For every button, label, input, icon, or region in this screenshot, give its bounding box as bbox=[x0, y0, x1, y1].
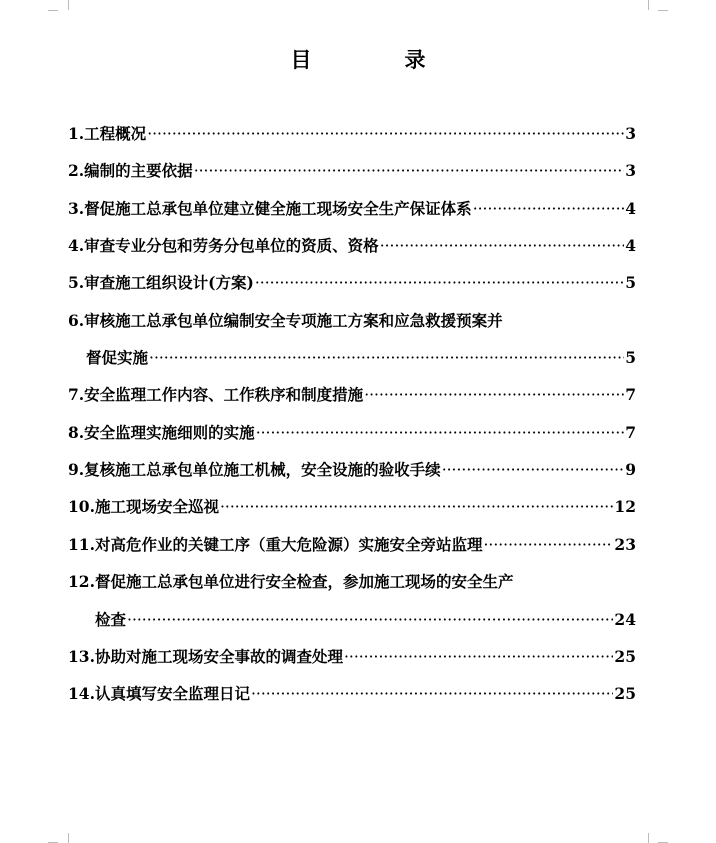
dot-leader bbox=[483, 533, 613, 557]
crop-mark-bottom-left bbox=[58, 833, 69, 843]
toc-entry[interactable] bbox=[68, 458, 636, 482]
toc-entry[interactable] bbox=[68, 159, 636, 183]
toc-entry-page: 7 bbox=[625, 423, 636, 442]
toc-entry[interactable] bbox=[68, 383, 636, 407]
toc-entry-label: 8.安全监理实施细则的实施 bbox=[68, 423, 255, 442]
toc-entry-label: 6.审核施工总承包单位编制安全专项施工方案和应急救援预案并 bbox=[68, 311, 503, 330]
toc-entry[interactable] bbox=[68, 533, 636, 557]
toc-entry[interactable] bbox=[68, 122, 636, 146]
toc-entry-page: 3 bbox=[625, 161, 636, 180]
toc-entry[interactable] bbox=[68, 495, 636, 519]
toc-entry-label-cont: 督促实施 bbox=[86, 348, 149, 367]
toc-entry-page: 7 bbox=[625, 385, 636, 404]
toc-entry-label: 11.对高危作业的关键工序（重大危险源）实施安全旁站监理 bbox=[68, 535, 483, 554]
crop-mark-bottom-right-h bbox=[658, 832, 668, 843]
dot-leader bbox=[147, 122, 624, 146]
crop-mark-bottom-left-h bbox=[48, 832, 58, 843]
toc-entry-label: 2.编制的主要依据 bbox=[68, 161, 193, 180]
toc-entry-label-cont: 检查 bbox=[95, 610, 127, 629]
toc-entry-page: 5 bbox=[625, 348, 636, 367]
dot-leader bbox=[256, 421, 625, 445]
dot-leader bbox=[251, 682, 613, 706]
toc-entry-label: 12.督促施工总承包单位进行安全检查，参加施工现场的安全生产 bbox=[68, 572, 514, 591]
crop-mark-top-left-h bbox=[48, 10, 58, 21]
toc-entry-page: 12 bbox=[614, 497, 636, 516]
toc-entry-label: 7.安全监理工作内容、工作秩序和制度措施 bbox=[68, 385, 364, 404]
toc-entry-label: 14.认真填写安全监理日记 bbox=[68, 684, 250, 703]
toc-entry[interactable] bbox=[68, 645, 636, 669]
toc-entry-page: 25 bbox=[614, 647, 636, 666]
dot-leader bbox=[344, 645, 613, 669]
toc-entry-page: 25 bbox=[614, 684, 636, 703]
toc-entry-label: 1.工程概况 bbox=[68, 124, 147, 143]
dot-leader bbox=[149, 346, 624, 370]
dot-leader bbox=[364, 383, 624, 407]
toc-entry[interactable] bbox=[68, 271, 636, 295]
toc-entry[interactable] bbox=[68, 682, 636, 706]
crop-mark-top-right bbox=[648, 0, 659, 10]
toc-entry-label: 9.复核施工总承包单位施工机械，安全设施的验收手续 bbox=[68, 460, 441, 479]
dot-leader bbox=[127, 608, 613, 632]
dot-leader bbox=[380, 234, 625, 258]
toc-entry-label: 3.督促施工总承包单位建立健全施工现场安全生产保证体系 bbox=[68, 199, 472, 218]
toc-entry-page: 4 bbox=[625, 236, 636, 255]
toc-entry-label: 13.协助对施工现场安全事故的调查处理 bbox=[68, 647, 343, 666]
toc-entry[interactable] bbox=[68, 234, 636, 258]
toc-entry-page: 24 bbox=[614, 610, 636, 629]
toc-entry[interactable] bbox=[68, 421, 636, 445]
toc-entry-page: 9 bbox=[625, 460, 636, 479]
dot-leader bbox=[473, 197, 625, 221]
toc-entry-continuation[interactable] bbox=[95, 608, 636, 632]
toc-entry[interactable] bbox=[68, 570, 636, 594]
crop-mark-top-left bbox=[58, 0, 69, 10]
toc-entry-label: 10.施工现场安全巡视 bbox=[68, 497, 219, 516]
dot-leader bbox=[255, 271, 624, 295]
toc-entry[interactable] bbox=[68, 197, 636, 221]
toc-entry-label: 5.审查施工组织设计(方案) bbox=[68, 273, 254, 292]
toc-entry-continuation[interactable] bbox=[86, 346, 636, 370]
toc-entry-page: 4 bbox=[625, 199, 636, 218]
toc-entry-page: 23 bbox=[614, 535, 636, 554]
toc-entry-label: 4.审查专业分包和劳务分包单位的资质、资格 bbox=[68, 236, 379, 255]
toc-entry[interactable] bbox=[68, 309, 636, 333]
page-title: 目 录 bbox=[290, 47, 462, 72]
toc-entry-page: 5 bbox=[625, 273, 636, 292]
toc-entry-page: 3 bbox=[625, 124, 636, 143]
crop-mark-top-right-h bbox=[658, 10, 668, 21]
dot-leader bbox=[442, 458, 625, 482]
dot-leader bbox=[220, 495, 613, 519]
dot-leader bbox=[194, 159, 625, 183]
